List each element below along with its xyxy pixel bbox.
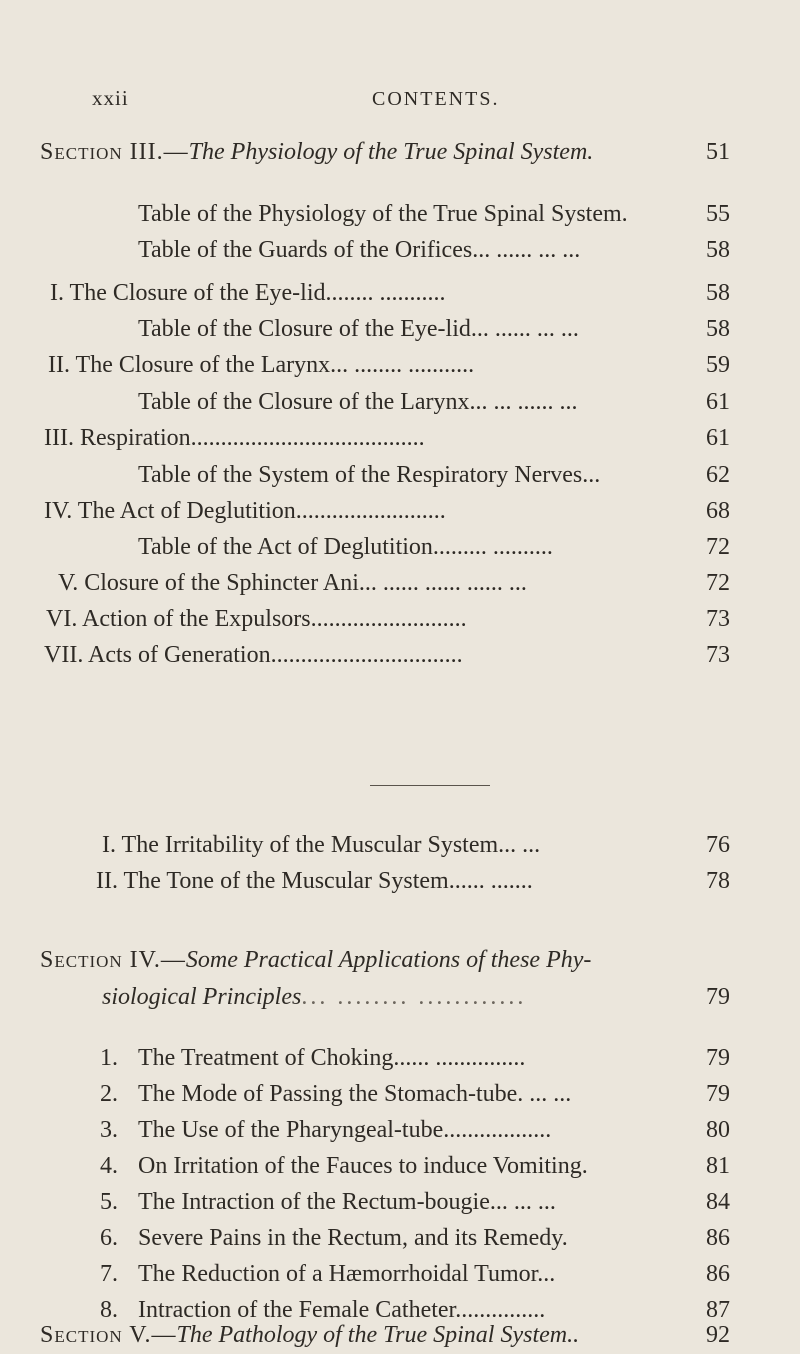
- page-ref: 58: [706, 316, 730, 342]
- page-ref: 92: [706, 1322, 730, 1348]
- item-number: 2.: [100, 1081, 118, 1107]
- page-ref: 79: [706, 984, 730, 1010]
- item-text: The Intraction of the Rectum-bougie... ... ...: [138, 1189, 556, 1215]
- page-ref: 61: [706, 425, 730, 451]
- numbered-entry: [100, 1045, 698, 1072]
- numbered-entry: [100, 1261, 698, 1288]
- item-number: 4.: [100, 1153, 118, 1179]
- item-number: 7.: [100, 1261, 118, 1287]
- page-number: xxii: [92, 86, 129, 110]
- numbered-entry: [100, 1153, 698, 1180]
- page-ref: 78: [706, 868, 730, 894]
- page-ref: 79: [706, 1045, 730, 1071]
- toc-entry: Table of the System of the Respiratory Nerves...: [138, 462, 601, 488]
- page-ref: 68: [706, 498, 730, 524]
- toc-entry: Table of the Act of Deglutition......... ..........: [138, 534, 553, 560]
- page-ref: 87: [706, 1297, 730, 1323]
- numbered-entry: [100, 1225, 698, 1252]
- section-label: Section IV.—: [40, 947, 186, 973]
- toc-entry: I. The Closure of the Eye-lid........ ...........: [50, 280, 446, 306]
- page-ref: 73: [706, 606, 730, 632]
- item-text: The Mode of Passing the Stomach-tube. ... ...: [138, 1081, 572, 1107]
- item-text: Severe Pains in the Rectum, and its Remedy.: [138, 1225, 568, 1251]
- page-ref: 84: [706, 1189, 730, 1215]
- item-text: The Use of the Pharyngeal-tube..................: [138, 1117, 552, 1143]
- page-ref: 62: [706, 462, 730, 488]
- page-ref: 72: [706, 570, 730, 596]
- section-heading: [40, 139, 593, 166]
- section-heading: [40, 1322, 690, 1349]
- page-ref: 72: [706, 534, 730, 560]
- page-ref: 76: [706, 832, 730, 858]
- toc-entry: II. The Tone of the Muscular System...... .......: [96, 868, 533, 894]
- page-ref: 86: [706, 1225, 730, 1251]
- item-number: 6.: [100, 1225, 118, 1251]
- page-ref: 79: [706, 1081, 730, 1107]
- toc-entry: IV. The Act of Deglutition.........................: [44, 498, 446, 524]
- page-ref: 61: [706, 389, 730, 415]
- page-ref: 80: [706, 1117, 730, 1143]
- page-ref: 58: [706, 280, 730, 306]
- section-title: The Pathology of the True Spinal System..: [176, 1322, 580, 1348]
- numbered-entry: [100, 1297, 698, 1324]
- section-label: Section V.—: [40, 1322, 177, 1348]
- toc-entry: Table of the Closure of the Larynx... ... ...... ...: [138, 389, 578, 415]
- section-heading: [40, 947, 591, 974]
- toc-entry: I. The Irritability of the Muscular System... ...: [102, 832, 541, 858]
- toc-entry: VII. Acts of Generation................................: [44, 642, 463, 668]
- item-number: 8.: [100, 1297, 118, 1323]
- toc-entry: Table of the Guards of the Orifices... ...... ... ...: [138, 237, 581, 263]
- page-ref: 58: [706, 237, 730, 263]
- section-title-continued: siological Principles: [102, 984, 302, 1010]
- item-text: On Irritation of the Fauces to induce Vomiting.: [138, 1153, 588, 1179]
- item-number: 1.: [100, 1045, 118, 1071]
- toc-entry: V. Closure of the Sphincter Ani... ...... ...... ...... ...: [58, 570, 527, 596]
- item-number: 3.: [100, 1117, 118, 1143]
- section-title: The Physiology of the True Spinal System.: [188, 139, 594, 165]
- toc-entry: Table of the Closure of the Eye-lid... ...... ... ...: [138, 316, 579, 342]
- divider: [370, 785, 490, 786]
- section-title: Some Practical Applications of these Phy-: [185, 947, 592, 973]
- item-text: The Treatment of Choking...... ...............: [138, 1045, 526, 1071]
- page-ref: 55: [706, 201, 730, 227]
- toc-entry: Table of the Physiology of the True Spinal System.: [138, 201, 628, 227]
- page-ref: 59: [706, 352, 730, 378]
- page-ref: 73: [706, 642, 730, 668]
- numbered-entry: [100, 1117, 698, 1144]
- item-number: 5.: [100, 1189, 118, 1215]
- numbered-entry: [100, 1189, 698, 1216]
- running-title: CONTENTS.: [372, 88, 500, 110]
- section-label: Section III.—: [40, 139, 189, 165]
- leader-dots: ... ........ ............: [301, 984, 527, 1010]
- page-ref: 86: [706, 1261, 730, 1287]
- item-text: Intraction of the Female Catheter...............: [138, 1297, 546, 1323]
- numbered-entry: [100, 1081, 698, 1108]
- toc-entry: II. The Closure of the Larynx... ........ ...........: [48, 352, 475, 378]
- page-ref: 81: [706, 1153, 730, 1179]
- item-text: The Reduction of a Hæmorrhoidal Tumor...: [138, 1261, 556, 1287]
- page-ref: 51: [706, 139, 730, 165]
- toc-entry: VI. Action of the Expulsors..........................: [46, 606, 467, 632]
- section-heading-continued: [102, 984, 698, 1011]
- toc-entry: III. Respiration.......................................: [44, 425, 425, 451]
